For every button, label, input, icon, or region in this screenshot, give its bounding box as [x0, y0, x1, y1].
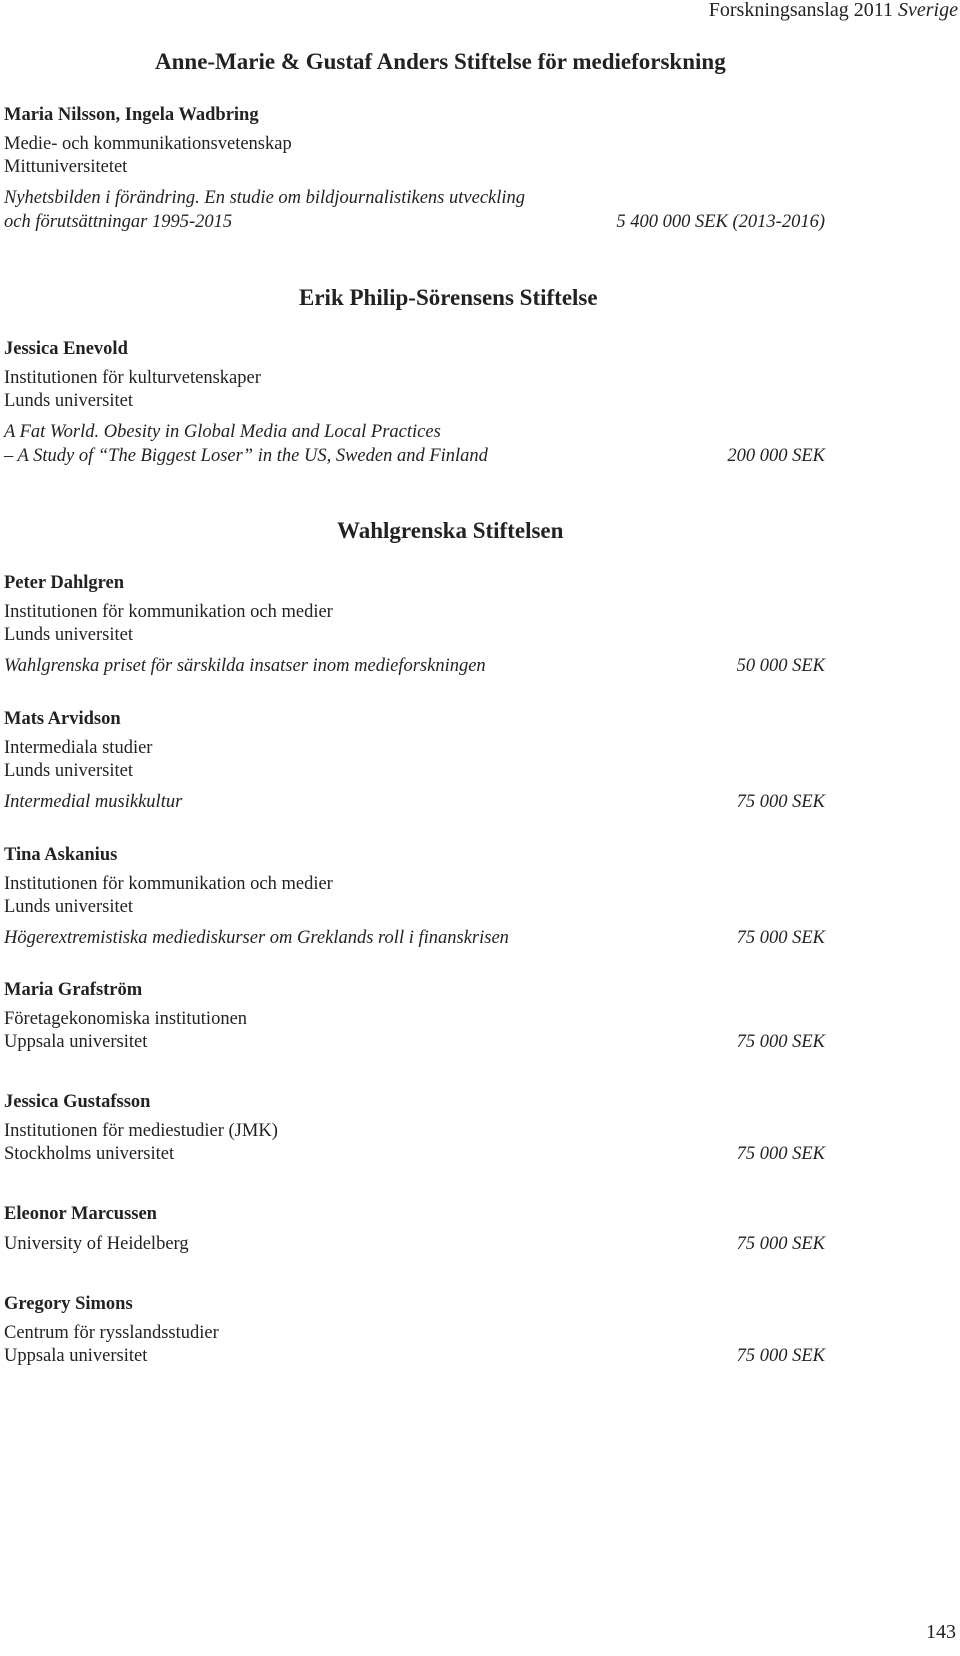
grantee-name: Maria Nilsson, Ingela Wadbring: [4, 105, 259, 125]
foundation-heading: Anne-Marie & Gustaf Anders Stiftelse för medieforskning: [155, 49, 726, 74]
grant-amount: 75 000 SEK: [736, 1346, 825, 1366]
grantee-department: Centrum för rysslandsstudier: [4, 1323, 219, 1343]
grantee-name: Gregory Simons: [4, 1294, 133, 1314]
project-title: Wahlgrenska priset för särskilda insatser inom medieforskningen: [4, 656, 486, 676]
grantee-department: Företagekonomiska institutionen: [4, 1009, 248, 1029]
grantee-department: Institutionen för mediestudier (JMK): [4, 1121, 278, 1141]
grantee-name: Jessica Enevold: [4, 339, 128, 359]
grant-amount: 5 400 000 SEK (2013-2016): [616, 212, 825, 232]
grantee-name: Tina Askanius: [4, 845, 118, 865]
project-title: och förutsättningar 1995-2015: [4, 212, 233, 232]
page-number: 143: [926, 1621, 956, 1643]
grant-amount: 75 000 SEK: [736, 1032, 825, 1052]
grantee-university: Lunds universitet: [4, 761, 133, 781]
grant-amount: 75 000 SEK: [736, 1144, 825, 1164]
running-header: [709, 0, 958, 22]
grantee-department: Institutionen för kommunikation och medier: [4, 602, 333, 622]
grant-amount: 50 000 SEK: [736, 656, 825, 676]
grantee-university: Stockholms universitet: [4, 1144, 175, 1164]
project-title: Högerextremistiska mediediskurser om Greklands roll i finanskrisen: [4, 928, 509, 948]
grantee-university: Mittuniversitetet: [4, 157, 128, 177]
grantee-name: Peter Dahlgren: [4, 573, 125, 593]
grantee-university: Lunds universitet: [4, 625, 133, 645]
grantee-department: University of Heidelberg: [4, 1234, 189, 1254]
foundation-heading: Erik Philip-Sörensens Stiftelse: [299, 285, 598, 310]
grantee-name: Mats Arvidson: [4, 709, 121, 729]
grantee-department: Institutionen för kommunikation och medier: [4, 874, 333, 894]
running-title: Forskningsanslag 2011: [708, 0, 894, 21]
grantee-department: Institutionen för kulturvetenskaper: [4, 368, 261, 388]
grant-amount: 75 000 SEK: [736, 792, 825, 812]
project-title: Intermedial musikkultur: [4, 792, 183, 812]
grantee-department: Intermediala studier: [4, 738, 153, 758]
project-title: – A Study of “The Biggest Loser” in the US, Sweden and Finland: [4, 446, 488, 466]
grantee-university: Lunds universitet: [4, 391, 133, 411]
grantee-university: Uppsala universitet: [4, 1346, 148, 1366]
project-title: Nyhetsbilden i förändring. En studie om bildjournalistikens utveckling: [4, 188, 526, 208]
running-region: Sverige: [898, 0, 958, 21]
grantee-name: Jessica Gustafsson: [4, 1092, 151, 1112]
grantee-department: Medie- och kommunikationsvetenskap: [4, 134, 292, 154]
grant-amount: 200 000 SEK: [727, 446, 825, 466]
grantee-university: Uppsala universitet: [4, 1032, 148, 1052]
grantee-name: Maria Grafström: [4, 980, 143, 1000]
project-title: A Fat World. Obesity in Global Media and Local Practices: [4, 422, 441, 442]
grantee-name: Eleonor Marcussen: [4, 1204, 157, 1224]
grantee-university: Lunds universitet: [4, 897, 133, 917]
foundation-heading: Wahlgrenska Stiftelsen: [337, 518, 564, 543]
grant-amount: 75 000 SEK: [736, 1234, 825, 1254]
grant-amount: 75 000 SEK: [736, 928, 825, 948]
